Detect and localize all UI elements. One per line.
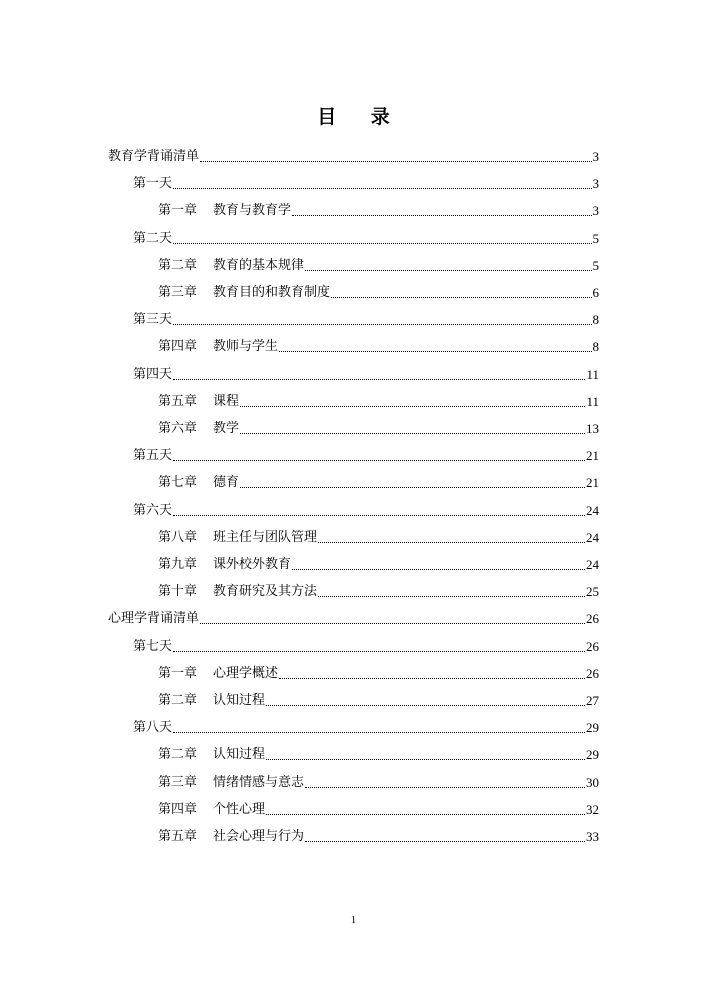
toc-chapter-number: 第五章 [158,393,198,409]
toc-page-number: 33 [586,829,599,844]
toc-dot-leader [173,651,585,652]
toc-page-number: 21 [586,475,599,491]
toc-entry[interactable] [158,823,599,845]
toc-entry[interactable] [158,252,599,274]
toc-dot-leader [266,705,585,706]
toc-entry[interactable] [158,741,599,763]
toc-entry-title: 教师与学生 [213,339,279,355]
toc-chapter-number: 第三章 [158,285,198,300]
toc-page-number: 24 [586,529,599,545]
toc-page-number: 30 [586,774,599,790]
toc-page-number: 24 [586,502,599,518]
toc-entry-title: 教育与教育学 [213,203,292,219]
toc-dot-leader [200,623,585,624]
toc-dot-leader [240,406,585,407]
toc-title: 目 录 [317,106,404,128]
toc-entry-title: 第六天 [133,502,173,518]
toc-dot-leader [331,297,591,298]
toc-chapter-number: 第九章 [158,557,198,572]
toc-page-number: 27 [586,693,599,708]
toc-chapter-number: 第八章 [158,529,198,545]
toc-entry-title: 认知过程 [213,747,266,763]
toc-entry-label [158,258,304,274]
toc-chapter-number: 第三章 [158,774,198,790]
toc-dot-leader [292,215,591,216]
toc-entry-title: 个性心理 [213,801,266,817]
toc-page-number: 25 [586,584,599,600]
page-footer-number: 1 [350,914,357,926]
toc-chapter-number: 第七章 [158,475,198,491]
toc-page-number: 3 [592,176,599,192]
toc-entry-label [158,285,330,301]
toc-entry[interactable] [158,769,599,791]
toc-entry-title: 情绪情感与意志 [213,774,305,790]
toc-chapter-number: 第二章 [158,747,198,763]
toc-entry[interactable] [133,306,599,328]
toc-entry-label [158,203,291,219]
toc-entry-label [158,802,265,818]
toc-entry-title: 第一天 [133,176,173,192]
toc-dot-leader [173,732,585,733]
toc-entry[interactable] [158,197,599,219]
toc-entry-label [133,312,172,328]
toc-page-number: 8 [592,312,599,328]
toc-dot-leader [292,569,585,570]
toc-chapter-number: 第六章 [158,421,198,436]
toc-dot-leader [279,678,585,679]
toc-entry[interactable] [158,279,599,301]
toc-entry-label [158,693,265,709]
toc-entry-title: 第四天 [133,366,173,382]
toc-chapter-number: 第二章 [158,257,198,273]
toc-page-number: 29 [586,747,599,763]
toc-entry[interactable] [158,469,599,491]
toc-entry-title: 课外校外教育 [213,557,292,572]
toc-dot-leader [279,351,591,352]
toc-entry-title: 班主任与团队管理 [213,529,318,545]
toc-entry-label [133,448,172,464]
toc-entry[interactable] [133,361,599,383]
toc-dot-leader [173,188,591,189]
toc-entry[interactable] [133,170,599,192]
toc-entry-label [158,557,291,573]
toc-entry[interactable] [133,497,599,519]
toc-dot-leader [266,814,585,815]
toc-dot-leader [200,161,591,162]
toc-entry-label [158,666,278,682]
toc-page-number: 26 [586,638,599,654]
toc-entry-title: 第七天 [133,638,173,654]
toc-page-number: 5 [592,230,599,246]
toc-dot-leader [318,542,585,543]
toc-page-number: 11 [586,366,599,382]
toc-page-number: 32 [586,801,599,817]
toc-entry-label [158,394,239,410]
toc-entry-label [158,421,239,437]
toc-entry-title: 教育学背诵清单 [108,149,200,164]
toc-entry[interactable] [158,578,599,600]
toc-chapter-number: 第四章 [158,339,198,355]
toc-entry-title: 第五天 [133,448,173,464]
toc-entry-title: 教育的基本规律 [213,257,305,273]
toc-dot-leader [318,596,585,597]
toc-entry[interactable] [133,225,599,247]
toc-entry[interactable] [158,333,599,355]
toc-entry-label [133,503,172,519]
toc-entry-title: 课程 [213,393,240,409]
toc-entry[interactable] [158,551,599,573]
toc-entry-label [133,231,172,247]
toc-dot-leader [240,433,585,434]
toc-entry-label [133,367,172,383]
toc-entry-title: 心理学概述 [213,665,279,681]
toc-entry[interactable] [158,660,599,682]
toc-entry-label [158,475,239,491]
toc-entry-title: 认知过程 [213,693,266,708]
toc-entry-label [158,339,278,355]
toc-entry-label [133,176,172,192]
toc-entry-title: 第三天 [133,312,173,328]
toc-page-number: 21 [586,448,599,464]
toc-entry[interactable] [133,633,599,655]
toc-entry[interactable] [108,605,599,627]
toc-entry[interactable] [133,714,599,736]
toc-entry[interactable] [158,687,599,709]
toc-dot-leader [173,324,591,325]
toc-page-number: 8 [592,339,599,355]
toc-entry-label [158,747,265,763]
toc-entry-title: 社会心理与行为 [213,829,305,844]
toc-page-number: 3 [592,203,599,219]
toc-entry-label [158,530,317,546]
toc-entry[interactable] [158,796,599,818]
toc-entry[interactable] [158,524,599,546]
toc-entry-label [133,720,172,736]
toc-entry-label [108,611,199,627]
toc-page-number: 6 [592,285,599,300]
toc-page-number: 11 [586,393,599,409]
toc-chapter-number: 第一章 [158,665,198,681]
toc-page-number: 5 [592,257,599,273]
toc-entry-title: 心理学背诵清单 [108,611,200,627]
toc-chapter-number: 第一章 [158,203,198,219]
toc-entry-title: 德育 [213,475,240,491]
toc-page-number: 26 [586,665,599,681]
toc-dot-leader [173,460,585,461]
toc-entry-title: 第八天 [133,720,173,736]
toc-page-number: 26 [586,611,599,627]
toc-chapter-number: 第五章 [158,829,198,844]
toc-entry-label [158,584,317,600]
toc-entry-title: 教育目的和教育制度 [213,285,331,300]
toc-entry-title: 教学 [213,421,240,436]
toc-dot-leader [240,487,585,488]
toc-page-number: 29 [586,720,599,736]
toc-dot-leader [173,379,585,380]
toc-entry-title: 第二天 [133,230,173,246]
toc-chapter-number: 第十章 [158,584,198,600]
toc-dot-leader [173,515,585,516]
toc-chapter-number: 第四章 [158,801,198,817]
toc-dot-leader [266,759,585,760]
toc-entry-label [133,639,172,655]
toc-entry[interactable] [108,143,599,165]
toc-entry[interactable] [133,442,599,464]
toc-dot-leader [305,270,591,271]
toc-entry-label [158,829,304,845]
toc-page-number: 13 [586,421,599,436]
toc-dot-leader [173,243,591,244]
toc-entry-label [158,775,304,791]
toc-chapter-number: 第二章 [158,693,198,708]
toc-page-number: 24 [586,557,599,572]
toc-entry[interactable] [158,415,599,437]
toc-dot-leader [305,841,585,842]
toc-page-number: 3 [592,149,599,164]
toc-entry-label [108,149,199,165]
toc-entry-title: 教育研究及其方法 [213,584,318,600]
toc-dot-leader [305,787,585,788]
toc-entry[interactable] [158,388,599,410]
